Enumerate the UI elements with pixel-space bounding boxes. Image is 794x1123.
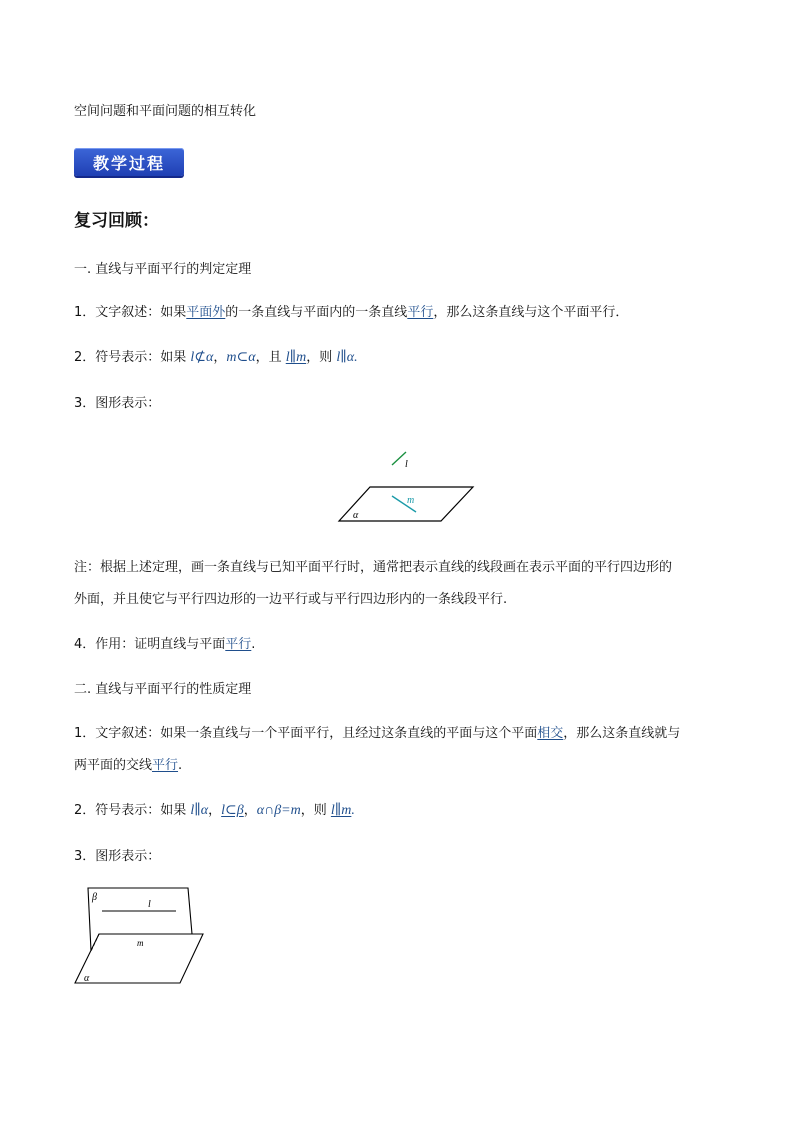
math-expr: l∥α xyxy=(190,803,209,818)
text: . xyxy=(251,637,256,652)
line-l xyxy=(392,452,406,465)
text: . xyxy=(351,803,355,818)
section-badge: 教学过程 xyxy=(74,148,184,176)
section2-item2 xyxy=(74,802,355,820)
text: ，则 xyxy=(300,803,331,818)
text: 2．符号表示：如果 xyxy=(74,803,191,818)
section1-title: 一. 直线与平面平行的判定定理 xyxy=(74,262,252,277)
text: 1．文字叙述：如果 xyxy=(74,305,187,320)
review-heading: 复习回顾： xyxy=(74,211,159,231)
label-beta: β xyxy=(92,892,97,903)
text: ， xyxy=(243,803,257,818)
text: . xyxy=(178,758,183,773)
underlined-answer: 平行 xyxy=(225,637,252,652)
text: 4．作用：证明直线与平面 xyxy=(74,637,226,652)
math-expr: l⊄α xyxy=(190,350,214,365)
text: ，那么这条直线与这个平面平行． xyxy=(433,305,629,320)
math-answer: l⊂β xyxy=(221,803,244,818)
text: 的一条直线与平面内的一条直线 xyxy=(225,305,408,320)
math-answer: l∥m xyxy=(285,350,307,365)
underlined-answer: 平行 xyxy=(152,758,179,773)
text: ， xyxy=(213,350,227,365)
figure-line-plane-parallel xyxy=(335,450,495,540)
label-m: m xyxy=(137,938,144,948)
text: 两平面的交线 xyxy=(74,758,153,773)
section1-item3: 3．图形表示： xyxy=(74,396,161,411)
label-l: l xyxy=(148,899,151,910)
text: ，则 xyxy=(306,350,337,365)
plane-alpha-parallelogram xyxy=(339,487,473,521)
math-expr: α∩β=m xyxy=(256,803,301,818)
section1-item4 xyxy=(74,636,255,654)
section1-item2 xyxy=(74,349,358,367)
math-answer: l∥m xyxy=(330,803,352,818)
section2-item1 xyxy=(74,725,680,743)
text: 2．符号表示：如果 xyxy=(74,350,191,365)
section1-note-line1: 注：根据上述定理，画一条直线与已知平面平行时，通常把表示直线的线段画在表示平面的平行四边形的 xyxy=(74,560,673,575)
label-alpha: α xyxy=(84,973,90,984)
math-expr: m⊂α xyxy=(226,350,256,365)
label-m: m xyxy=(407,495,415,506)
section1-note-line2: 外面，并且使它与平行四边形的一边平行或与平行四边形内的一条线段平行. xyxy=(74,592,508,607)
section2-title: 二. 直线与平面平行的性质定理 xyxy=(74,682,252,697)
text: ，且 xyxy=(255,350,286,365)
label-alpha: α xyxy=(353,510,359,521)
underlined-answer: 平行 xyxy=(407,305,434,320)
text: 1．文字叙述：如果一条直线与一个平面平行，且经过这条直线的平面与这个平面 xyxy=(74,726,538,741)
text: ，那么这条直线就与 xyxy=(563,726,681,741)
underlined-answer: 平面外 xyxy=(186,305,226,320)
document-title: 空间问题和平面问题的相互转化 xyxy=(74,104,257,119)
text: ， xyxy=(208,803,222,818)
text: . xyxy=(354,350,358,365)
figure-line-plane-property xyxy=(70,885,210,990)
section2-item1-cont xyxy=(74,757,182,775)
underlined-answer: 相交 xyxy=(537,726,564,741)
section1-item1 xyxy=(74,304,628,322)
section2-item3: 3．图形表示： xyxy=(74,849,161,864)
label-l: l xyxy=(405,459,408,470)
math-expr: l∥α xyxy=(336,350,355,365)
